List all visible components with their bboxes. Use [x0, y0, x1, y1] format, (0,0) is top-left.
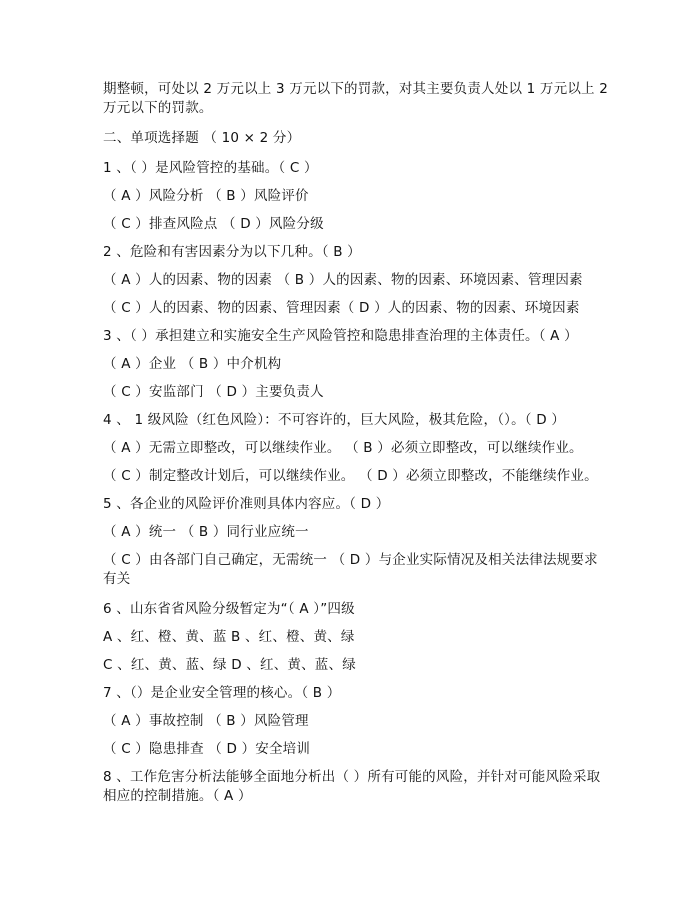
question-3-stem: 3 、（ ）承担建立和实施安全生产风险管控和隐患排查治理的主体责任。（ A ）	[103, 328, 578, 344]
question-5-option-row-2: （ C ）由各部门自己确定，无需统一 （ D ）与企业实际情况及相关法律法规要求有关	[103, 552, 598, 587]
question-7-option-row-2: （ C ）隐患排查 （ D ）安全培训	[103, 741, 311, 757]
question-3-option-row-1: （ A ）企业 （ B ）中介机构	[103, 356, 282, 372]
intro-line-2: 万元以下的罚款。	[103, 100, 213, 116]
question-6-option-row-2: C 、红、黄、蓝、绿 D 、红、黄、蓝、绿	[103, 657, 356, 673]
intro-line-1: 期整顿，可处以 2 万元以上 3 万元以下的罚款，对其主要负责人处以 1 万元以上 2	[103, 81, 608, 97]
question-1-option-row-2: （ C ）排查风险点 （ D ）风险分级	[103, 216, 324, 232]
question-4-option-row-2: （ C ）制定整改计划后，可以继续作业。 （ D ）必须立即整改，不能继续作业。	[103, 468, 598, 484]
section-heading: 二、单项选择题 （ 10 × 2 分）	[103, 130, 301, 146]
question-2-option-row-2: （ C ）人的因素、物的因素、管理因素（ D ）人的因素、物的因素、环境因素	[103, 300, 580, 316]
question-6-stem: 6 、山东省省风险分级暂定为“（ A ）”四级	[103, 601, 355, 617]
question-7-option-row-1: （ A ）事故控制 （ B ）风险管理	[103, 713, 309, 729]
question-4-option-row-1: （ A ）无需立即整改，可以继续作业。 （ B ）必须立即整改，可以继续作业。	[103, 440, 583, 456]
question-7-stem: 7 、（）是企业安全管理的核心。（ B ）	[103, 685, 341, 701]
question-5-option-row-1: （ A ）统一 （ B ）同行业应统一	[103, 524, 309, 540]
question-8-stem: 8 、工作危害分析法能够全面地分析出（ ）所有可能的风险，并针对可能风险采取相应的控制措施。（ A ）	[103, 769, 601, 804]
document-body	[103, 80, 608, 806]
question-3-option-row-2: （ C ）安监部门 （ D ）主要负责人	[103, 384, 324, 400]
question-5-stem: 5 、各企业的风险评价准则具体内容应。（ D ）	[103, 496, 390, 512]
question-1-stem: 1 、（ ）是风险管控的基础。（ C ）	[103, 160, 318, 176]
question-2-option-row-1: （ A ）人的因素、物的因素 （ B ）人的因素、物的因素、环境因素、管理因素	[103, 272, 583, 288]
question-6-option-row-1: A 、红、橙、黄、蓝 B 、红、橙、黄、绿	[103, 629, 355, 645]
question-4-stem: 4 、 1 级风险（红色风险）：不可容许的，巨大风险，极其危险，（）。（ D ）	[103, 412, 566, 428]
question-2-stem: 2 、危险和有害因素分为以下几种。（ B ）	[103, 244, 361, 260]
question-1-option-row-1: （ A ）风险分析 （ B ）风险评价	[103, 188, 309, 204]
